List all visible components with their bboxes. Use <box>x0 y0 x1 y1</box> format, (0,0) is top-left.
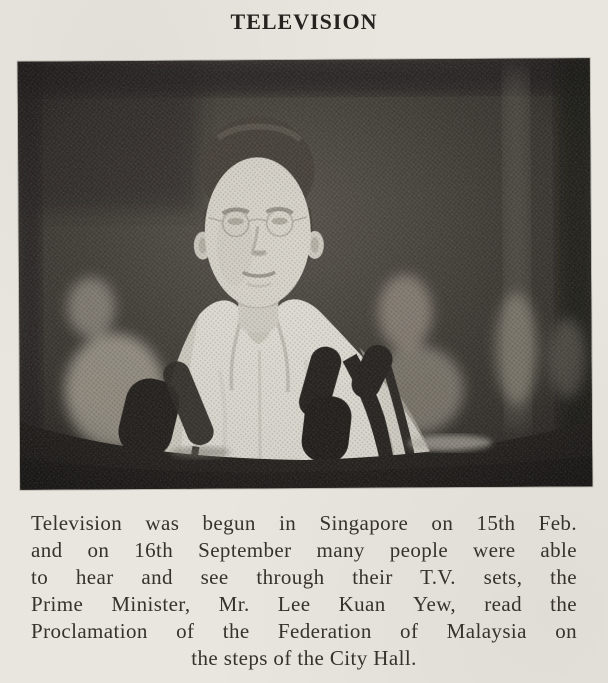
caption-line: the steps of the City Hall. <box>191 646 417 670</box>
caption-line: Prime Minister, Mr. Lee Kuan Yew, read the <box>31 592 577 616</box>
caption-line: and on 16th September many people were able <box>31 538 577 562</box>
television-photo <box>18 58 593 489</box>
caption-line: to hear and see through their T.V. sets, the <box>31 565 577 589</box>
caption-line: Proclamation of the Federation of Malaysia on <box>31 619 577 643</box>
page-title: TELEVISION <box>230 9 378 34</box>
caption-line: Television was begun in Singapore on 15th Feb. <box>31 511 577 535</box>
television-photo-image <box>18 58 593 489</box>
photo-caption <box>31 510 577 672</box>
